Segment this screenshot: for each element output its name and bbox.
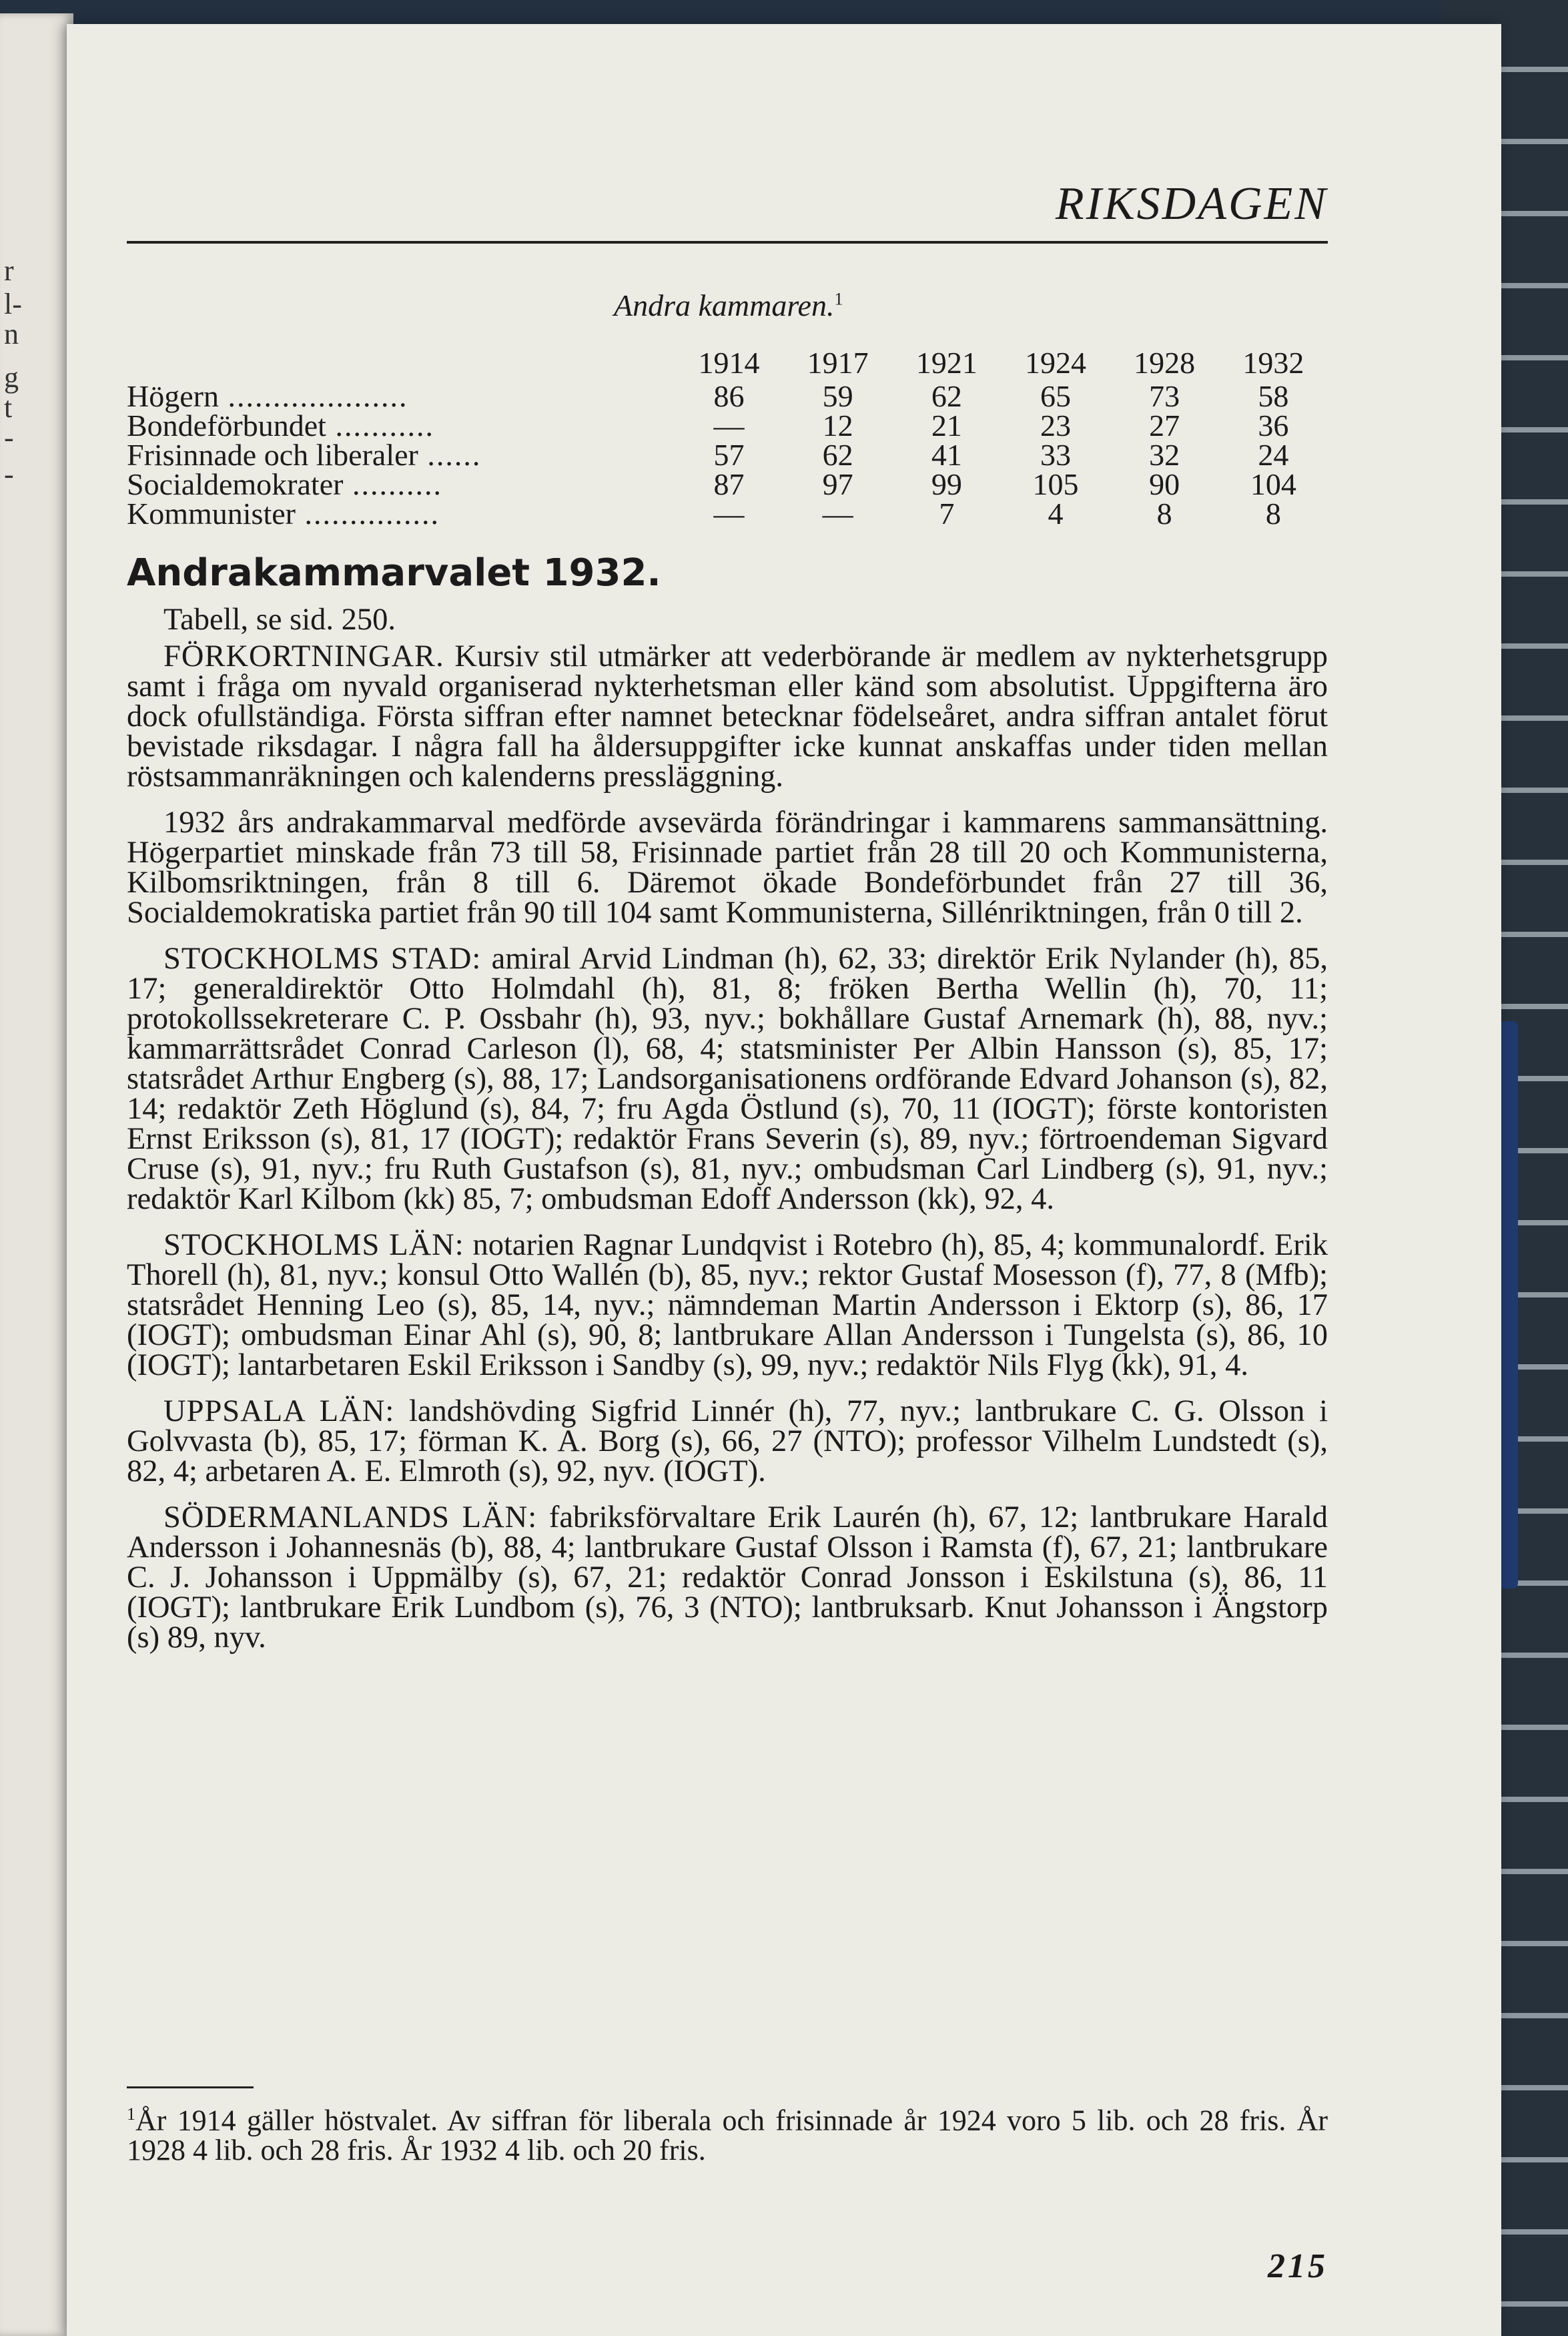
table-cell: 87 [713, 467, 745, 501]
table-cell: 23 [1040, 408, 1071, 443]
paragraph-text: fabriksförvaltare Erik Laurén (h), 67, 12; lantbrukare Harald Andersson i Johannesnäs (b), 88, 4; lantbrukare Gustaf Olsson i Ramsta (f), 67, 21; lantbrukare C. J. Johansson i Uppmälby (s), 67, 21; redaktör Conrad Jonsson i Eskilstuna (s), 86, 11 (IOGT); lantbrukare Erik Lundbom (s), 76, 3 (NTO); lantbruksarb. Knut Johansson i Ängstorp (s) 89, nyv. [127, 1500, 1328, 1655]
table-cell: 21 [931, 408, 962, 443]
footnote-text: År 1914 gäller höstvalet. Av siffran för liberala och frisinnade år 1924 voro 5 lib. och 28 fris. År 1928 4 lib. och 28 fris. År 1932 4 lib. och 20 fris. [127, 2104, 1328, 2166]
table-cell: — [713, 408, 745, 443]
table-cell: 57 [713, 438, 745, 472]
table-cell: 8 [1265, 497, 1281, 531]
table-cell: 62 [822, 438, 853, 472]
table-cell: 59 [822, 379, 853, 413]
paragraph-text: 1932 års andrakammarval medförde avsevärda förändringar i kammarens sammansättning. Högerpartiet minskade från 73 till 58, Frisinnade partiet från 28 till 20 och Kommunisterna, Kilbomsriktningen, från 8 till 6. Däremot ökade Bondeförbundet från 27 till 36, Socialdemokratiska partiet från 90 till 104 samt Kommunisterna, Sillénriktningen, från 0 till 2. [127, 806, 1328, 930]
left-fragment: - [4, 421, 14, 454]
table-cell: 8 [1156, 497, 1172, 531]
year-header: 1917 [807, 346, 869, 380]
paragraph-lead: SÖDERMANLANDS LÄN: [163, 1500, 538, 1534]
left-fragment: l- [4, 288, 22, 320]
left-fragment: n [4, 318, 19, 350]
table-row [127, 411, 1328, 441]
left-fragment: g [4, 361, 19, 394]
table-cell: 86 [713, 379, 745, 413]
footnote-rule [127, 2086, 254, 2088]
paragraph-stockholms-lan [127, 1230, 1328, 1380]
paragraph-stockholms-stad [127, 944, 1328, 1214]
paragraph-lead: FÖRKORTNINGAR. [163, 639, 444, 673]
table-cell: 41 [931, 438, 962, 472]
table-cell: 105 [1032, 467, 1079, 501]
backdrop-top [0, 0, 1568, 27]
table-cell: 65 [1040, 379, 1071, 413]
table-cell: 33 [1040, 438, 1071, 472]
year-header: 1921 [915, 346, 977, 380]
party-name: Kommunister [127, 497, 296, 531]
leader-dots: .................... [218, 379, 408, 413]
table-row [127, 441, 1328, 470]
paragraph-text: notarien Ragnar Lundqvist i Rotebro (h), 85, 4; kommunalordf. Erik Thorell (h), 81, nyv.; konsul Otto Wallén (b), 85, nyv.; rektor Gustaf Mosesson (f), 77, 8 (Mfb); statsrådet Henning Leo (s), 85, 14, nyv.; nämndeman Martin Andersson i Ektorp (s), 86, 17 (IOGT); ombudsman Einar Ahl (s), 90, 8; lantbrukare Allan Andersson i Tungelsta (s), 86, 10 (IOGT); lantarbetaren Eskil Eriksson i Sandby (s), 99, nyv.; redaktör Nils Flyg (kk), 91, 4. [127, 1228, 1328, 1382]
left-fragment: - [4, 458, 14, 491]
paragraph-lead: UPPSALA LÄN: [163, 1394, 395, 1428]
party-name: Socialdemokrater [127, 467, 344, 501]
year-header: 1924 [1025, 346, 1086, 380]
leader-dots: .......... [343, 467, 442, 501]
table-row [127, 382, 1328, 411]
election-table [127, 344, 1328, 529]
previous-page-edge [0, 13, 73, 2336]
table-title-text: Andra kammaren. [614, 288, 835, 322]
footnote-ref: 1 [834, 289, 843, 309]
year-header: 1932 [1242, 346, 1304, 380]
footnote-mark: 1 [127, 2104, 135, 2124]
paragraph-abbreviations [127, 641, 1328, 792]
table-cell: — [713, 497, 745, 531]
paragraph-text: landshövding Sigfrid Linnér (h), 77, nyv.; lantbrukare C. G. Olsson i Golvvasta (b), 85, 17; förman K. A. Borg (s), 66, 27 (NTO); professor Vilhelm Lundstedt (s), 82, 4; arbetaren A. E. Elmroth (s), 92, nyv. (IOGT). [127, 1394, 1328, 1488]
table-cell: 27 [1149, 408, 1180, 443]
table-cell: 7 [939, 497, 955, 531]
table-cell: 104 [1250, 467, 1296, 501]
paragraph-uppsala-lan [127, 1396, 1328, 1486]
table-cell: 58 [1258, 379, 1289, 413]
section-heading: Andrakammarvalet 1932. [127, 551, 661, 595]
book-page [67, 24, 1501, 2336]
table-cell: 12 [822, 408, 853, 443]
table-cell: 4 [1048, 497, 1064, 531]
table-cell: 24 [1258, 438, 1289, 472]
paragraph-sodermanlands-lan [127, 1502, 1328, 1653]
paragraph-lead: STOCKHOLMS LÄN: [163, 1228, 464, 1262]
table-cell: 90 [1149, 467, 1180, 501]
page-number: 215 [1268, 2247, 1328, 2285]
party-name: Högern [127, 379, 219, 413]
leader-dots: ........... [326, 408, 434, 443]
body-text [127, 605, 1328, 1669]
left-fragment: t [4, 391, 13, 424]
table-header-row [127, 344, 1328, 382]
paragraph-summary [127, 808, 1328, 928]
leader-dots: ............... [295, 497, 440, 531]
party-name: Bondeförbundet [127, 408, 326, 443]
year-header: 1914 [698, 346, 760, 380]
table-row [127, 499, 1328, 529]
table-title [614, 288, 843, 323]
table-cell: 97 [822, 467, 853, 501]
paragraph-text: Kursiv stil utmärker att vederbörande är medlem av nykterhetsgrupp samt i fråga om nyvald organiserad nykterhetsman eller känd som absolutist. Uppgifterna äro dock ofullständiga. Första siffran efter namnet betecknar födelseåret, andra siffran antalet förut bevistade riksdagar. I några fall ha åldersuppgifter icke kunnat anskaffas under tiden mellan röstsammanräkningen och kalenderns pressläggning. [127, 639, 1328, 794]
table-row [127, 470, 1328, 499]
paragraph-lead: STOCKHOLMS STAD: [163, 942, 482, 976]
table-cell: 99 [931, 467, 962, 501]
table-cell: 36 [1258, 408, 1289, 443]
leader-dots: ...... [418, 438, 482, 472]
paragraph-text: amiral Arvid Lindman (h), 62, 33; direktör Erik Nylander (h), 85, 17; generaldirektör Otto Holmdahl (h), 81, 8; fröken Bertha Wellin (h), 70, 11; protokollssekreterare C. P. Ossbahr (h), 93, nyv.; bokhållare Gustaf Arnemark (h), 88, nyv.; kammarrättsrådet Conrad Carleson (l), 68, 4; statsminister Per Albin Hansson (s), 85, 17; statsrådet Arthur Engberg (s), 88, 17; Landsorganisationens ordförande Edvard Johanson (s), 82, 14; redaktör Zeth Höglund (s), 84, 7; fru Agda Östlund (s), 70, 11 (IOGT); förste kontoristen Ernst Eriksson (s), 81, 17 (IOGT); redaktör Frans Severin (s), 89, nyv.; förtroendeman Sigvard Cruse (s), 91, nyv.; fru Ruth Gustafson (s), 81, nyv.; ombudsman Carl Lindberg (s), 91, nyv.; redaktör Karl Kilbom (kk) 85, 7; ombudsman Edoff Andersson (kk), 92, 4. [127, 942, 1328, 1216]
year-header: 1928 [1134, 346, 1196, 380]
party-name: Frisinnade och liberaler [127, 438, 418, 472]
table-cell: — [822, 497, 853, 531]
footnote [127, 2100, 1328, 2165]
header-rule [127, 241, 1328, 244]
left-fragment: r [4, 254, 14, 287]
table-cell: 73 [1149, 379, 1180, 413]
tabell-reference: Tabell, se sid. 250. [163, 603, 396, 637]
table-cell: 32 [1149, 438, 1180, 472]
running-head: RIKSDAGEN [1055, 178, 1328, 230]
table-cell: 62 [931, 379, 962, 413]
